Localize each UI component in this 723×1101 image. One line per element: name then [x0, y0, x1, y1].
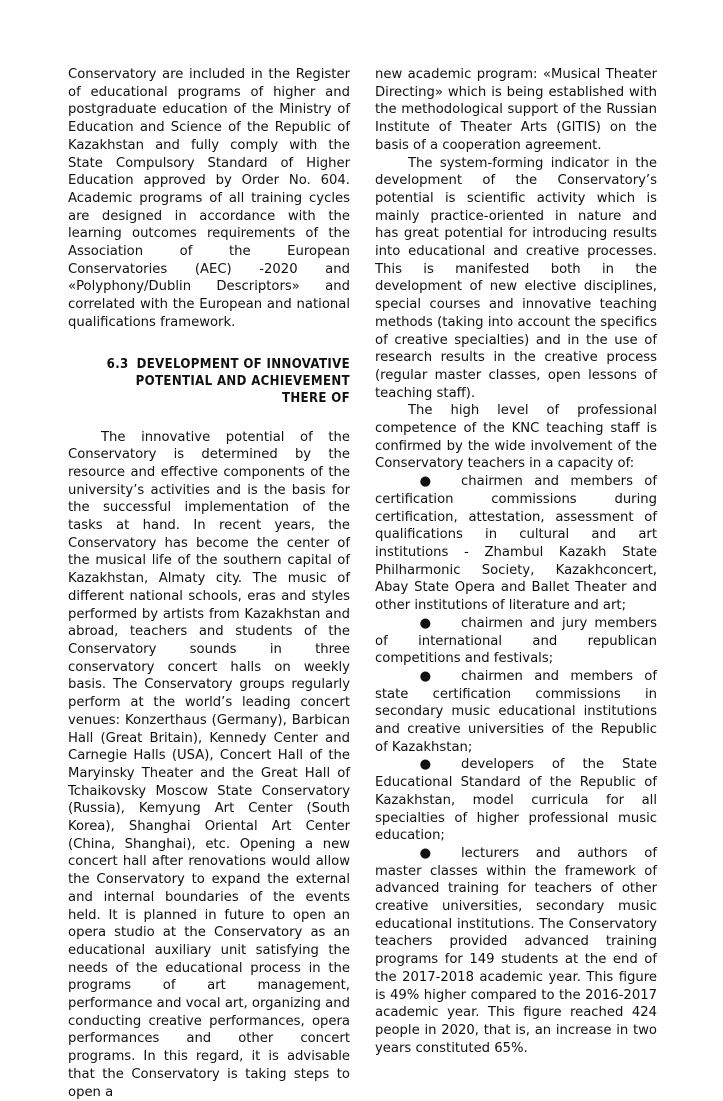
- list-item-text: lecturers and authors of master classes within the framework of advanced training for teachers of other creative universities, secondary music educational institutions. The Conservatory teachers provided advanced training programs for 149 students at the end of the 2017-2018 academic year. This figure is 49% higher compared to the 2016-2017 academic year. This figure reached 424 people in 2020, that is, an increase in two years constituted 65%.: [375, 845, 657, 1056]
- bullet-icon: ●: [419, 668, 431, 684]
- list-item-text: chairmen and jury members of international and republican competitions and festivals;: [375, 615, 657, 667]
- section-heading: [102, 356, 350, 407]
- paragraph-innovative-potential: The innovative potential of the Conservatory is determined by the resource and effective components of the university’s activities and is the basis for the successful implementation of the tasks at hand. In recent years, the Conservatory has become the center of the musical life of the southern capital of Kazakhstan, Almaty city. The music of different national schools, eras and styles performed by artists from Kazakhstan and abroad, teachers and students of the Conservatory sounds in three conservatory concert halls on weekly basis. The Conservatory groups regularly perform at the world’s leading concert venues: Konzerthaus (Germany), Barbican Hall (Great Britain), Kennedy Center and Carnegie Halls (USA), Concert Hall of the Maryinsky Theater and the Great Hall of Tchaikovsky Moscow State Conservatory (Russia), Kemyung Art Center (South Korea), Shanghai Oriental Art Center (China, Shanghai), etc. Opening a new concert hall after renovations would allow the Conservatory to expand the external and internal boundaries of the events held. It is planned in future to open an opera studio at the Conservatory as an educational auxiliary unit satisfying the needs of the educational process in the programs of art management, performance and vocal art, organizing and conducting creative performances, opera performances and other concert programs. In this regard, it is advisable that the Conservatory is taking steps to open a: [68, 429, 350, 1100]
- list-item-text: chairmen and members of state certification commissions in secondary music educational institutions and creative universities of the Republic of Kazakhstan;: [375, 668, 657, 755]
- section-number: 6.3: [106, 356, 129, 372]
- paragraph-register: Conservatory are included in the Register of educational programs of higher and postgraduate education of the Ministry of Education and Science of the Republic of Kazakhstan and fully comply with the State Compulsory Standard of Higher Education approved by Order No. 604. Academic programs of all training cycles are designed in accordance with the learning outcomes requirements of the Association of the European Conservatories (AEC) -2020 and «Polyphony/Dublin Descriptors» and correlated with the European and national qualifications framework.: [68, 67, 350, 330]
- list-item-text: chairmen and members of certification commissions during certification, attestation, assessment of qualifications in cultural and art institutions - Zhambul Kazakh State Philharmonic Society, Kazakhconcert, Abay State Opera and Ballet Theater and other institutions of literature and art;: [375, 474, 657, 614]
- paragraph-scientific-activity: The system-forming indicator in the development of the Conservatory’s potential is scientific activity which is mainly practice-oriented in nature and has great potential for introducing results into educational and creative processes. This is manifested both in the development of new elective disciplines, special courses and innovative teaching methods (taking into account the specifics of creative specialties) and in the use of research results in the creative process (regular master classes, open lessons of teaching staff).: [375, 155, 657, 401]
- bullet-icon: ●: [419, 474, 431, 490]
- section-title: DEVELOPMENT OF INNOVATIVE POTENTIAL AND ACHIEVEMENT THERE OF: [135, 356, 350, 406]
- list-item-text: developers of the State Educational Standard of the Republic of Kazakhstan, model curricula for all specialties of higher professional music education;: [375, 757, 657, 844]
- list-item: [375, 473, 657, 615]
- bullet-icon: ●: [419, 845, 431, 861]
- list-item: [375, 756, 657, 845]
- right-column: [375, 66, 657, 1057]
- list-item: [375, 615, 657, 668]
- list-item: [375, 668, 657, 757]
- bullet-icon: ●: [419, 757, 431, 773]
- paragraph-theater-directing: new academic program: «Musical Theater Directing» which is being established with the methodological support of the Russian Institute of Theater Arts (GITIS) on the basis of a cooperation agreement.: [375, 67, 657, 153]
- left-column: [68, 66, 350, 1101]
- list-item: [375, 845, 657, 1057]
- paragraph-competence: The high level of professional competence of the KNC teaching staff is confirmed by the wide involvement of the Conservatory teachers in a capacity of:: [375, 403, 657, 472]
- bullet-icon: ●: [419, 615, 431, 631]
